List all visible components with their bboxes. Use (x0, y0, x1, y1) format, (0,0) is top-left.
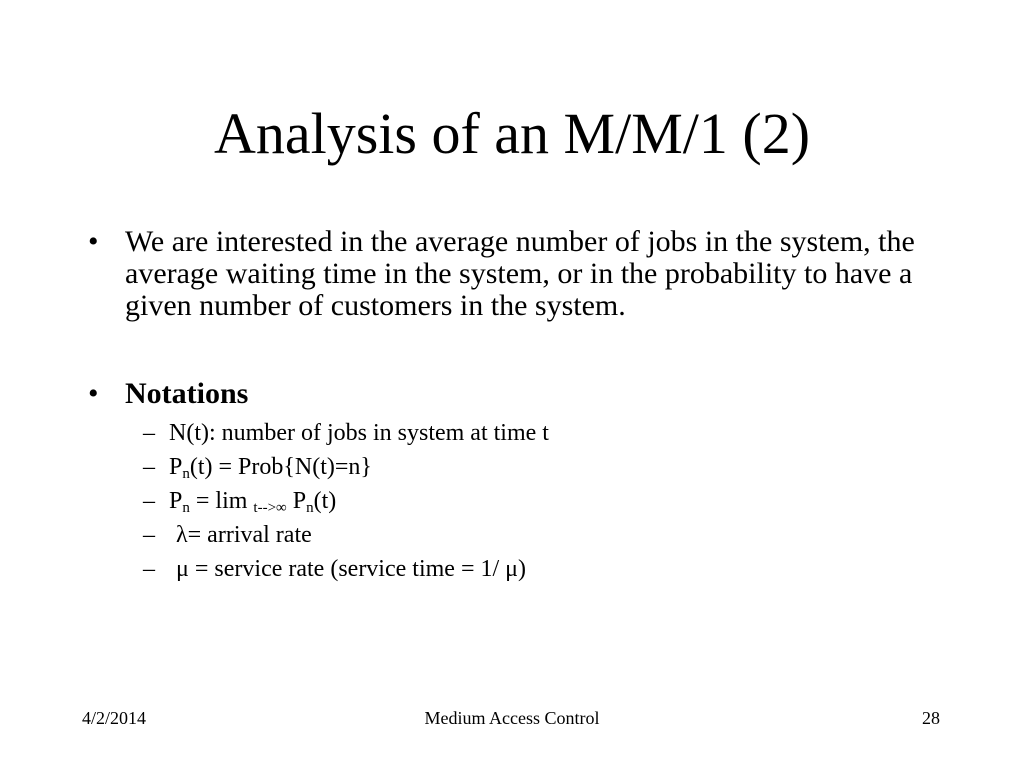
lambda-symbol: λ (176, 522, 188, 548)
dash-marker: – (143, 420, 155, 446)
subscript-n: n (306, 500, 314, 516)
bullet-marker: • (88, 377, 99, 410)
subscript-n: n (182, 500, 190, 516)
mu-symbol: μ (176, 556, 189, 582)
notation-mu (143, 552, 948, 586)
dash-marker: – (143, 454, 155, 480)
symbol-p: P (169, 454, 183, 480)
bullet-marker: • (88, 225, 99, 258)
notation-lambda (143, 518, 948, 552)
symbol-p: P (286, 488, 307, 514)
footer-date: 4/2/2014 (82, 708, 147, 728)
bullet-text: We are interested in the average number of jobs in the system, the average waiting time in the system, or in the probability to have a given number of customers in the system. (125, 225, 915, 322)
notation-text: = arrival rate (187, 522, 312, 548)
notation-text: ) (518, 556, 527, 582)
bullet-text: Notations (125, 377, 249, 410)
symbol-p: P (169, 488, 183, 514)
slide-title: Analysis of an M/M/1 (2) (213, 101, 811, 166)
notation-pn-limit (143, 484, 948, 518)
slide-content (88, 226, 948, 586)
notation-text: N(t): number of jobs in system at time t (169, 420, 549, 446)
notation-n-t (143, 416, 948, 450)
mu-symbol: μ (505, 556, 519, 582)
notation-text: (t) (313, 488, 337, 514)
notation-pn-t (143, 450, 948, 484)
dash-marker: – (143, 556, 155, 582)
limit-subscript: t-->∞ (253, 500, 287, 516)
dash-marker: – (143, 488, 155, 514)
footer-page-number: 28 (922, 708, 940, 728)
notation-text: (t) = Prob{N(t)=n} (189, 454, 372, 480)
bullet-notations (88, 378, 948, 410)
lim-text: = lim (189, 488, 254, 514)
dash-marker: – (143, 522, 155, 548)
footer-title: Medium Access Control (424, 708, 600, 728)
notation-list (88, 416, 948, 586)
bullet-interest (88, 226, 948, 322)
notation-text: = service rate (service time = 1/ (188, 556, 506, 582)
subscript-n: n (182, 466, 190, 482)
